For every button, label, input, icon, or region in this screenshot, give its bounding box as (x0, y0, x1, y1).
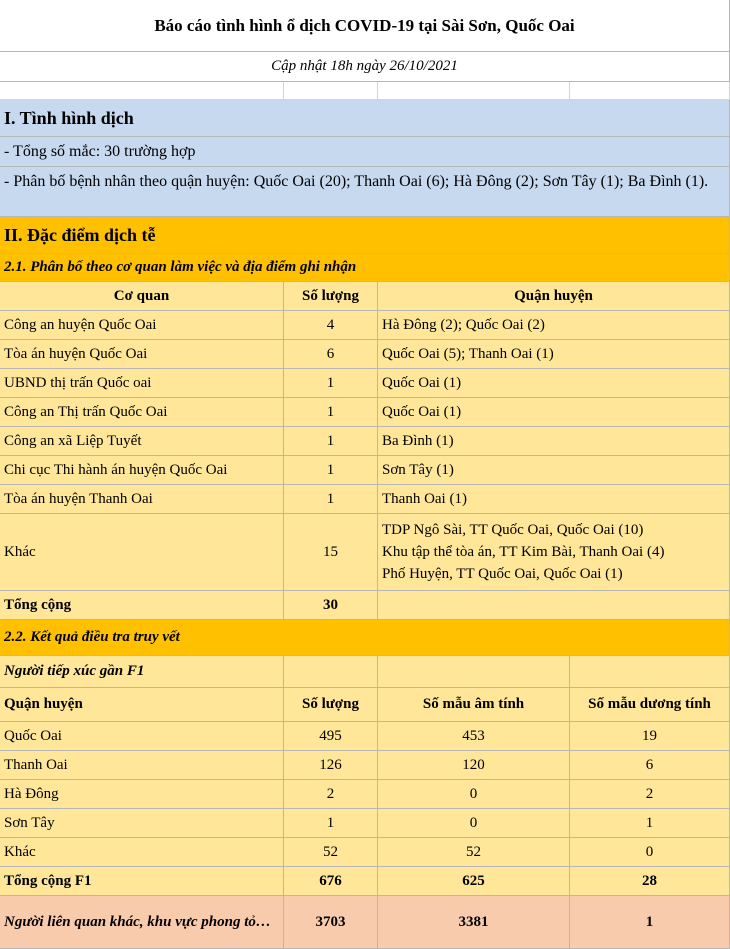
col-header-district: Quận huyện (0, 688, 284, 722)
negative-cell: 0 (378, 809, 570, 838)
district-cell: Quốc Oai (1) (378, 398, 730, 427)
agency-cell: UBND thị trấn Quốc oai (0, 369, 284, 398)
f1-total-row (0, 867, 730, 896)
district-line: Phố Huyện, TT Quốc Oai, Quốc Oai (1) (382, 566, 623, 582)
district-cell-multiline (378, 514, 730, 591)
district-line: TDP Ngô Sài, TT Quốc Oai, Quốc Oai (10) (382, 522, 644, 538)
col-header-count: Số lượng (284, 688, 378, 722)
empty-cell (378, 591, 730, 620)
sub2-title: 2.2. Kết quả điều tra truy vết (0, 620, 730, 656)
section1-heading: I. Tình hình dịch (0, 100, 730, 137)
count-cell: 6 (284, 340, 378, 369)
district-cell: Ba Đình (1) (378, 427, 730, 456)
total-count: 30 (284, 591, 378, 620)
sub2-header-row (0, 688, 730, 722)
section1-total-row (0, 137, 730, 167)
table-row (0, 838, 730, 867)
agency-cell: Tòa án huyện Quốc Oai (0, 340, 284, 369)
district-cell: Sơn Tây (1) (378, 456, 730, 485)
district-cell: Quốc Oai (0, 722, 284, 751)
agency-cell: Tòa án huyện Thanh Oai (0, 485, 284, 514)
empty-cell (378, 656, 570, 688)
table-row (0, 427, 730, 456)
count-cell: 1 (284, 398, 378, 427)
count-cell: 2 (284, 780, 378, 809)
district-cell: Hà Đông (2); Quốc Oai (2) (378, 311, 730, 340)
count-cell: 1 (284, 485, 378, 514)
negative-cell: 0 (378, 780, 570, 809)
table-row (0, 369, 730, 398)
negative-cell: 120 (378, 751, 570, 780)
agency-cell: Chi cục Thi hành án huyện Quốc Oai (0, 456, 284, 485)
empty-cell (284, 656, 378, 688)
section1-distribution-row (0, 167, 730, 217)
table-row (0, 456, 730, 485)
district-cell: Quốc Oai (1) (378, 369, 730, 398)
related-label: Người liên quan khác, khu vực phong tỏ… (0, 896, 284, 949)
total-cases-line: - Tổng số mắc: 30 trường hợp (0, 137, 730, 167)
spacer-row (0, 82, 730, 100)
section1-heading-row (0, 100, 730, 137)
sub1-title-row (0, 254, 730, 282)
total-positive: 28 (570, 867, 730, 896)
positive-cell: 6 (570, 751, 730, 780)
section2-heading: II. Đặc điểm dịch tễ (0, 217, 730, 254)
table-row (0, 780, 730, 809)
report-title: Báo cáo tình hình ổ dịch COVID-19 tại Sài Sơn, Quốc Oai (0, 0, 730, 52)
table-row (0, 311, 730, 340)
f1-label: Người tiếp xúc gần F1 (0, 656, 284, 688)
col-header-negative: Số mẫu âm tính (378, 688, 570, 722)
col-header-district: Quận huyện (378, 282, 730, 311)
count-cell: 4 (284, 311, 378, 340)
district-cell: Quốc Oai (5); Thanh Oai (1) (378, 340, 730, 369)
total-negative: 625 (378, 867, 570, 896)
count-cell: 495 (284, 722, 378, 751)
positive-cell: 0 (570, 838, 730, 867)
positive-cell: 19 (570, 722, 730, 751)
negative-cell: 453 (378, 722, 570, 751)
related-negative: 3381 (378, 896, 570, 949)
negative-cell: 52 (378, 838, 570, 867)
table-row (0, 722, 730, 751)
table-row-other (0, 514, 730, 591)
empty-cell (284, 82, 378, 100)
empty-cell (378, 82, 570, 100)
table-row (0, 485, 730, 514)
title-row (0, 0, 730, 52)
total-count: 676 (284, 867, 378, 896)
total-label: Tổng cộng (0, 591, 284, 620)
sub1-total-row (0, 591, 730, 620)
empty-cell (570, 82, 730, 100)
positive-cell: 1 (570, 809, 730, 838)
count-cell: 126 (284, 751, 378, 780)
section2-heading-row (0, 217, 730, 254)
district-cell: Thanh Oai (0, 751, 284, 780)
district-cell: Thanh Oai (1) (378, 485, 730, 514)
col-header-positive: Số mẫu dương tính (570, 688, 730, 722)
count-cell: 52 (284, 838, 378, 867)
positive-cell: 2 (570, 780, 730, 809)
agency-cell: Công an xã Liệp Tuyết (0, 427, 284, 456)
district-distribution-line: - Phân bố bệnh nhân theo quận huyện: Quốc Oai (20); Thanh Oai (6); Hà Đông (2); Sơn Tây (1); Ba Đình (1). (0, 167, 730, 217)
updated-row (0, 52, 730, 82)
count-cell: 1 (284, 809, 378, 838)
agency-cell: Công an Thị trấn Quốc Oai (0, 398, 284, 427)
count-cell: 1 (284, 369, 378, 398)
agency-cell: Công an huyện Quốc Oai (0, 311, 284, 340)
table-row (0, 398, 730, 427)
district-line: Khu tập thể tòa án, TT Kim Bài, Thanh Oai (4) (382, 544, 665, 560)
col-header-count: Số lượng (284, 282, 378, 311)
sub1-title: 2.1. Phân bố theo cơ quan làm việc và địa điểm ghi nhận (0, 254, 730, 282)
table-row (0, 340, 730, 369)
count-cell: 1 (284, 456, 378, 485)
district-cell: Hà Đông (0, 780, 284, 809)
update-timestamp: Cập nhật 18h ngày 26/10/2021 (0, 52, 730, 82)
total-label: Tổng cộng F1 (0, 867, 284, 896)
count-cell: 1 (284, 427, 378, 456)
empty-cell (0, 82, 284, 100)
col-header-agency: Cơ quan (0, 282, 284, 311)
empty-cell (570, 656, 730, 688)
sub2-title-row (0, 620, 730, 656)
f1-label-row (0, 656, 730, 688)
agency-cell: Khác (0, 514, 284, 591)
table-row (0, 809, 730, 838)
related-count: 3703 (284, 896, 378, 949)
district-cell: Khác (0, 838, 284, 867)
count-cell: 15 (284, 514, 378, 591)
sub1-header-row (0, 282, 730, 311)
table-row (0, 751, 730, 780)
district-cell: Sơn Tây (0, 809, 284, 838)
related-positive: 1 (570, 896, 730, 949)
related-row (0, 896, 730, 949)
